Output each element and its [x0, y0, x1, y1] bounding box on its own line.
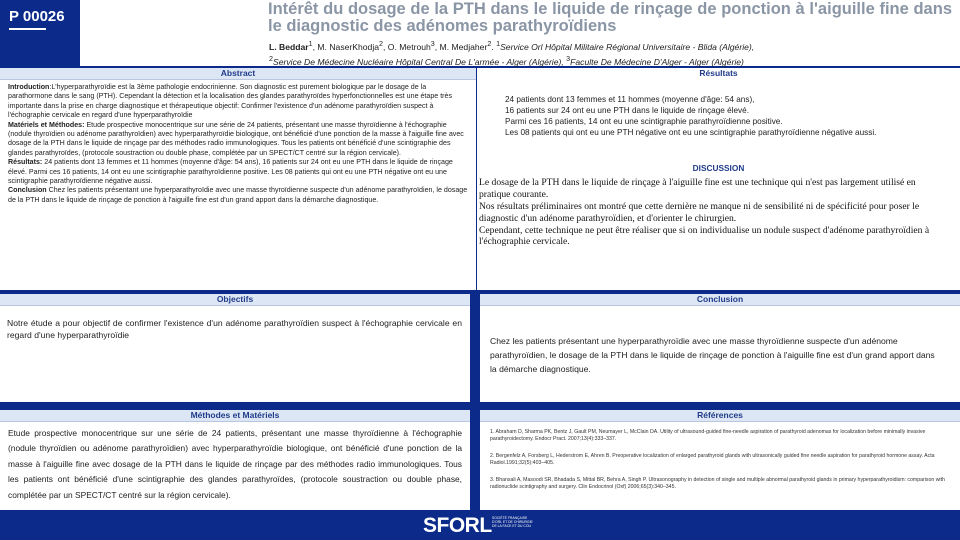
methodes-heading: Méthodes et Matériels	[0, 410, 470, 422]
author-names: , M. NaserKhodja	[312, 41, 380, 52]
abstract-results-label: Résultats:	[8, 158, 43, 167]
poster-id-badge	[0, 0, 80, 38]
poster-id-underline	[9, 28, 46, 30]
affiliation-1: Service Orl Hôpital Militaire Régional Universitaire - Blida (Algérie),	[500, 41, 755, 52]
abstract-panel	[0, 68, 476, 290]
affil-sup: 2	[487, 40, 492, 48]
affil-sup: 2	[379, 40, 384, 48]
reference-item: 2. Bergenfelz A, Forsberg L, Hederstrom E, Ahren B. Preoperative localization of enlarged parathyroid glands with ultrasonically guided fine needle aspiration for parathyroid hormone assay. Acta Radiol.1991;32(5):403–405.	[490, 453, 935, 466]
references-panel	[480, 410, 960, 510]
discussion-line: Nos résultats préliminaires ont montré que cette dernière ne manque ni de sensibilité ni de spécificité pour poser le diagnostic d'un adénome parathyroïdien, et d'orienter le chirurgien.	[479, 200, 920, 224]
abstract-conclusion-label: Conclusion	[8, 186, 47, 195]
authors-block	[269, 38, 959, 68]
affil-sup: 3	[566, 54, 571, 63]
objectifs-heading: Objectifs	[0, 294, 470, 306]
results-line: Parmi ces 16 patients, 14 ont eu une scintigraphie parathyroïdienne positive.	[505, 117, 783, 127]
methodes-panel	[0, 410, 470, 510]
author-names: , M. Medjaher	[434, 41, 488, 52]
abstract-intro-text: :L'hyperparathyroïdie est la 3ème pathologie endocrinienne. Son diagnostic est purement biologique par le dosage de la parathormone dans le sang (PTH). Cependant la détection et la localisation des glandes parathyroïdes hyperfonctionnelles est une étape très importante dans la prise en charge diagnostique et thérapeutique objectif: Confirmer l'existence d'un adénome parathyroïdien suspect à l'échographie cervicale en regard d'une hyperparathyroïdie	[8, 83, 453, 120]
abstract-results-text: 24 patients dont 13 femmes et 11 hommes (moyenne d'âge: 54 ans), 16 patients sur 24 ont eu une PTH dans le liquide de rinçage élevé. Parmi ces 16 patients, 14 ont eu une scintigraphie parathyroïdienne positive. Les 08 patients qui ont eu une PTH négative ont eu une scintigraphie parathyroïdienne négative aussi.	[8, 158, 453, 186]
abstract-methods-label: Matériels et Méthodes:	[8, 120, 85, 129]
sforl-logo-text: SFORL	[423, 514, 492, 537]
objectifs-text: Notre étude a pour objectif de confirmer l'existence d'un adénome parathyroïdien suspect à l'échographie cervicale en regard d'une hyperparathyroïdie	[7, 318, 462, 341]
abstract-methods-text: Etude prospective monocentrique sur une série de 24 patients, présentant une masse thyroïdienne à l'échographie (nodule thyroïdien ou adénome parathyroïdien) avec hyperparathyroïdie biologique, ont bénéficié d'une ponction de la masse à l'aiguille fine avec dosage de la PTH dans le liquide de rinçage par des méthodes radio immunologiques. Tous les patients ont bénéficié d'une scintigraphie des glandes parathyroïdes, (protocole soustraction ou double phase, complétée par un SPECT/CT centré sur la région cervicale).	[8, 120, 464, 157]
references-heading: Références	[480, 410, 960, 422]
results-text	[477, 80, 960, 138]
discussion-line: Cependant, cette technique ne peut être réaliser que si on individualise un nodule suspect d'adénome parathyroïdien à l'échographie cervicale.	[479, 224, 930, 248]
results-panel	[477, 68, 960, 290]
results-line: 16 patients sur 24 ont eu une PTH dans le liquide de rinçage élevé.	[505, 106, 749, 116]
affil-sup: 3	[430, 40, 435, 48]
abstract-heading: Abstract	[0, 68, 476, 80]
objectifs-panel	[0, 294, 470, 402]
results-line: 24 patients dont 13 femmes et 11 hommes (moyenne d'âge: 54 ans),	[505, 95, 755, 104]
conclusion-panel	[480, 294, 960, 402]
abstract-conclusion-text: Chez les patients présentant une hyperparathyroïdie avec une masse thyroïdienne suspecte d'un adénome parathyroïdien, le dosage de la PTH dans le liquide de rinçage de ponction à l'aiguille fine est d'un grand apport dans la démarche diagnostique.	[8, 186, 468, 204]
conclusion-heading: Conclusion	[480, 294, 960, 306]
first-author: L. Beddar	[269, 41, 309, 52]
results-heading: Résultats	[699, 68, 738, 78]
affil-sup: 2	[269, 54, 273, 63]
affiliation-3: Faculte De Médecine D'Alger - Alger (Algérie)	[570, 56, 744, 67]
sforl-logo-subtitle: SOCIÉTÉ FRANÇAISE D'ORL ET DE CHIRURGIE DE LA FACE ET DU COU	[492, 516, 533, 529]
discussion-line: Le dosage de la PTH dans le liquide de rinçage à l'aiguille fine est une technique qui n'est pas largement utilisé en pratique courante.	[479, 177, 916, 201]
results-line: Les 08 patients qui ont eu une PTH négative ont eu une scintigraphie parathyroïdienne négative aussi.	[505, 128, 877, 138]
affiliation-2: Service De Médecine Nucléaire Hôpital Central De L'armée - Alger (Algérie),	[272, 56, 567, 67]
discussion-heading: DISCUSSION	[692, 163, 745, 174]
methodes-text: Etude prospective monocentrique sur une série de 24 patients, présentant une masse thyroïdienne à l'échographie (nodule thyroïdien ou adénome parathyroïdien) avec hyperparathyroïdie biologique, ont bénéficié d'une ponction de la masse à l'aiguille fine avec dosage de la PTH dans le liquide de rinçage par des méthodes radio immunologiques. Tous les patients ont bénéficié d'une scintigraphie des glandes parathyroïdes, (protocole soustraction ou double phase, complétée par un SPECT/CT centré sur la région cervicale).	[8, 428, 462, 500]
abstract-text	[0, 80, 476, 205]
abstract-intro-label: Introduction	[8, 83, 50, 91]
poster-header	[80, 0, 960, 66]
reference-item: 3. Bhansali A, Masoodi SR, Bhadada S, Mittal BR, Behra A, Singh P. Ultrasonography in detection of single and multiple abnormal parathyroid glands in primary hyperparathyroidism: comparison with radionuclide scintigraphy and surgery. Clin Endocrinol (Oxf) 2006;65(3):340–345.	[490, 477, 945, 490]
affil-sup: 1	[496, 40, 501, 48]
author-names: , O. Metrouh	[383, 41, 431, 52]
reference-item: 1. Abraham D, Sharma PK, Bentz J, Gault PM, Neumayer L, McClain DA. Utility of ultrasound-guided fine-needle aspiration of parathyroid adenomas for localization before minimally invasive parathyroidectomy. Endocr Pract. 2007;13(4):333–337.	[490, 429, 926, 442]
poster-id: P 00026	[9, 8, 65, 25]
poster-title: Intérêt du dosage de la PTH dans le liquide de rinçage de ponction à l'aiguille fine dans le diagnostic des adénomes parathyroïdiens	[268, 0, 952, 35]
author-names: .	[491, 41, 497, 52]
conclusion-text: Chez les patients présentant une hyperparathyroïdie avec une masse thyroïdienne suspecte d'un adénome parathyroïdien, le dosage de la PTH dans le liquide de rinçage de ponction à l'aiguille fine est d'un grand apport dans la démarche diagnostique.	[490, 336, 935, 375]
sforl-logo	[423, 513, 540, 537]
references-list	[480, 422, 960, 491]
discussion-text	[477, 173, 960, 248]
affil-sup: 1	[308, 40, 313, 48]
